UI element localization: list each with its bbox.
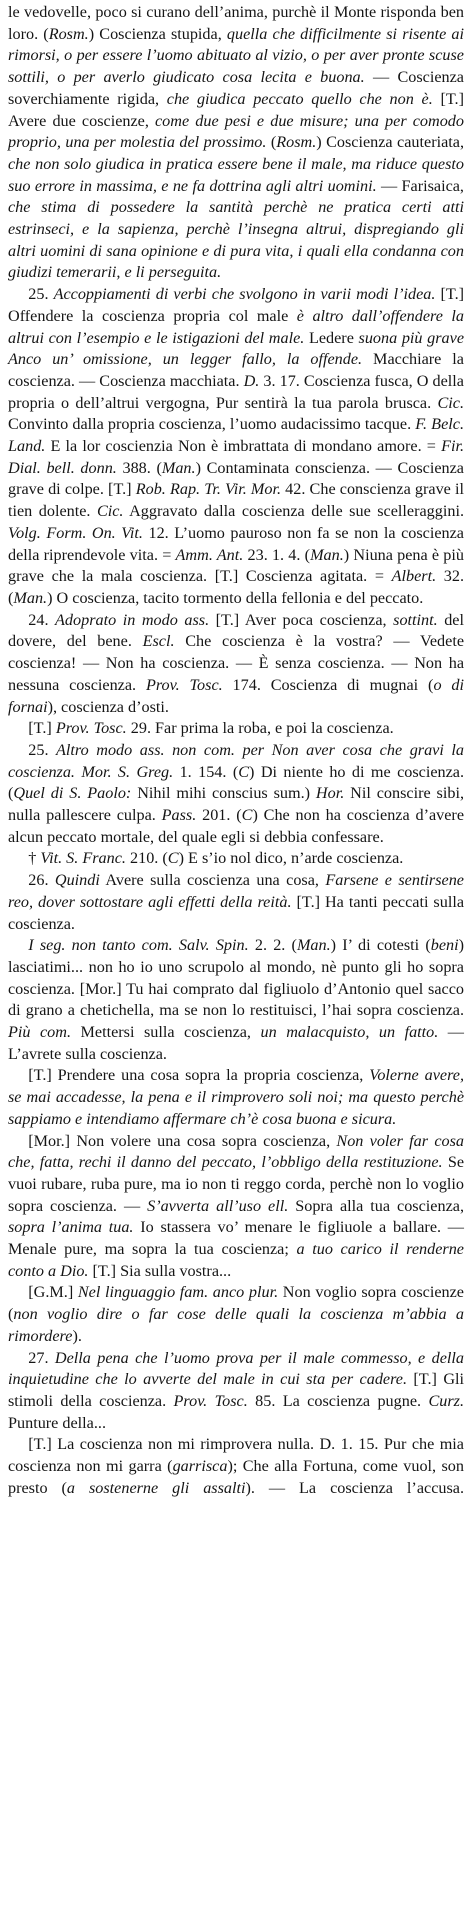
text-run: [T.] Aver poca coscienza, — [209, 610, 394, 629]
text-run: ) I’ di cotesti ( — [330, 936, 431, 955]
text-run: 12. L’uomo pauroso non fa se non la coscienza della riprendevole vita. = — [8, 523, 464, 564]
italic-text: Prov. Tosc. — [145, 675, 223, 694]
text-run: ). — La coscienza l’accusa. — [245, 1478, 465, 1497]
text-run: Se vuoi rubare, ruba pure, ma io non ti reggo corda, perchè non lo voglio sopra coscienza. — — [8, 1153, 465, 1215]
text-run: Mettersi sulla coscienza, — [71, 1023, 261, 1042]
text-run: ) Contaminata conscienza. — Coscienza grave di colpe. [T.] — [8, 458, 464, 499]
text-run: Sopra alla tua coscienza, — [288, 1196, 464, 1215]
text-run: — L’avrete sulla coscienza. — [8, 1023, 464, 1063]
text-run: [T.] — [28, 719, 56, 738]
text-run: 42. Che conscienza grave il tien dolente. — [8, 480, 464, 521]
text-run: ) Coscienza cauteriata, — [316, 133, 464, 152]
text-run: — Farisaica, — [376, 176, 464, 195]
italic-text: Volg. Form. On. Vit. — [8, 523, 143, 542]
text-run: [T.] Sia sulla vostra... — [88, 1261, 232, 1280]
text-run: 1. 154. ( — [173, 762, 239, 781]
italic-text: Man. — [310, 545, 344, 564]
italic-text: Adoprato in modo ass. — [55, 610, 210, 629]
italic-text: che giudica peccato quello che non è. — [166, 89, 433, 108]
text-run: ) Niuna pena è più grave che la mala coscienza. [T.] Coscienza agitata. = — [8, 545, 464, 586]
text-run: Convinto dalla propria coscienza, l’uomo audacissimo tacque. — [8, 415, 416, 434]
italic-text: o di fornai — [8, 675, 464, 716]
italic-text: Quindi — [54, 871, 100, 890]
text-run: ) O coscienza, tacito tormento della fellonia e del peccato. — [47, 588, 424, 607]
text-run: ) Coscienza stupida, — [88, 24, 227, 43]
italic-text: Prov. Tosc. — [55, 719, 127, 738]
entry-paragraph — [8, 935, 464, 1065]
italic-text: C — [167, 849, 179, 868]
italic-text: non voglio dire o far cose delle quali la coscienza m’abbia a rimordere — [8, 1305, 464, 1345]
italic-text: come due pesi e due misure; una per comodo proprio, una per molestia del prossimo. — [8, 111, 464, 152]
italic-text: Più com. — [8, 1023, 71, 1042]
italic-text: Anco un’ omissione, un legger fallo, la offende. — [8, 350, 363, 369]
dictionary-entry-text — [8, 2, 464, 1500]
italic-text: beni — [430, 936, 459, 955]
text-run: Non voglio sopra coscienze ( — [8, 1283, 464, 1324]
text-run: Punture della... — [8, 1413, 107, 1432]
text-run: ). — [72, 1326, 82, 1345]
text-run: 388. ( — [116, 458, 162, 477]
entry-paragraph — [8, 2, 464, 284]
italic-text: Non voler far cosa che, fatta, rechi il danno del peccato, l’obbligo della restituzione. — [8, 1131, 464, 1172]
italic-text: Altro modo ass. non com. per Non aver cosa che gravi la coscienza. — [8, 740, 465, 781]
entry-paragraph — [8, 870, 464, 935]
text-run: ), coscienza d’osti. — [47, 697, 169, 716]
italic-text: C — [241, 806, 253, 825]
italic-text: Curz. — [428, 1392, 464, 1410]
text-run: — Coscienza soverchiamente rigida, — [8, 68, 464, 108]
text-run: 32. ( — [8, 567, 464, 607]
text-run: 210. ( — [125, 849, 168, 868]
italic-text: Prov. Tosc. — [173, 1392, 248, 1410]
italic-text: suona più grave — [358, 328, 465, 347]
entry-paragraph — [8, 848, 464, 870]
italic-text: Hor. — [315, 784, 345, 803]
entry-paragraph — [8, 284, 464, 610]
italic-text: Nel linguaggio fam. anco plur. — [77, 1283, 279, 1302]
text-run: 25. — [28, 740, 57, 759]
text-run: 26. — [28, 871, 55, 890]
italic-text: che stima di possedere la santità perchè ne pratica certi atti estrinseci, e la sapienza, perchè l’insegna altrui, dispregiando gli altri uomini di sana opinione e di pura vita, i quali ella condanna con giudizi temerarii, e li perseguita. — [8, 198, 464, 282]
text-run: ) E s’io nol dico, n’arde coscienza. — [178, 849, 404, 868]
italic-text: D. — [243, 371, 260, 390]
italic-text: garrisca — [172, 1457, 228, 1476]
italic-text: Albert. — [391, 567, 437, 586]
entry-paragraph — [8, 740, 464, 849]
text-run: 23. 1. 4. ( — [243, 545, 311, 564]
text-run: [T.] La coscienza non mi rimprovera nulla. D. 1. 15. Pur che mia coscienza non mi garra ( — [8, 1435, 464, 1476]
text-run: Nihil mihi conscius sum.) — [131, 784, 316, 803]
italic-text: Rob. Rap. Tr. Vir. Mor. — [135, 480, 282, 499]
text-run: del dovere, del bene. — [8, 610, 464, 651]
text-run: 174. Coscienza di mugnai ( — [222, 675, 434, 694]
text-run: Io stassera vo’ menare le figliuole a ballare. — Menale pure, ma sopra la tua coscienza; — [8, 1218, 464, 1259]
text-run: Avere sulla coscienza una cosa, — [99, 871, 326, 890]
entry-paragraph — [8, 610, 464, 719]
text-run: [T.] Offendere la coscienza propria col male — [8, 285, 465, 325]
text-run: 2. 2. ( — [248, 936, 297, 955]
text-run: ( — [266, 133, 277, 152]
entry-paragraph — [8, 1282, 464, 1347]
text-run: [T.] Avere due coscienze, — [8, 89, 464, 130]
italic-text: Amm. Ant. — [175, 545, 244, 564]
italic-text: Fir. Dial. bell. donn. — [8, 437, 464, 477]
text-run: ) lasciatimi... non ho io uno scrupolo al mondo, nè punto gli ho sopra coscienza. [Mor.] Tu hai comprato dal figliuolo d’Antonio quel sacco di grano a chetichella, ma se non lo restituisci, l’hai sopra coscienza. — [8, 936, 464, 1020]
text-run: [Mor.] Non volere una cosa sopra coscienza, — [28, 1131, 337, 1150]
italic-text: che non solo giudica in pratica essere bene il male, ma riduce questo suo errore in massima, e ne fa dottrina agli altri uomini. — [8, 154, 464, 195]
entry-paragraph — [8, 1065, 464, 1130]
text-run: E la lor coscienzia Non è imbrattata di mondano amore. = — [45, 437, 442, 456]
italic-text: Farsene e sentirsene reo, dover sottostare agli effetti della reità. — [8, 871, 464, 911]
text-run: ); Che alla Fortuna, come vuol, son presto ( — [8, 1457, 464, 1497]
text-run: Macchiare la coscienza. — Coscienza macchiata. — [8, 350, 464, 390]
italic-text: Man. — [13, 588, 48, 607]
text-run: 85. La coscienza pugne. — [247, 1392, 429, 1410]
italic-text: a sostenerne gli assalti — [66, 1478, 246, 1497]
italic-text: Quel di S. Paolo: — [13, 784, 132, 803]
text-run: 24. — [28, 610, 56, 629]
italic-text: sottint. — [393, 610, 438, 629]
text-run: le vedovelle, poco si curano dell’anima, purchè il Monte risponda ben loro. ( — [8, 3, 464, 43]
text-run: ) Di niente ho di me coscienza. ( — [8, 762, 465, 803]
text-run: ) Che non ha coscienza d’avere alcun peccato mortale, del quale egli si debbia confessare. — [8, 806, 465, 846]
italic-text: Man. — [296, 936, 331, 955]
italic-text: Vit. S. Franc. — [40, 849, 126, 868]
italic-text: Della pena che l’uomo prova per il male commesso, e della inquietudine che lo avverte del male in cui sta per cadere. — [8, 1348, 465, 1389]
italic-text: C — [238, 762, 250, 781]
italic-text: Man. — [161, 458, 196, 477]
italic-text: I seg. non tanto com. Salv. Spin. — [28, 936, 249, 955]
italic-text: Cic. — [437, 393, 464, 412]
text-run: 3. 17. Coscienza fusca, O della propria o dell’altrui vergogna, Pur sentirà la tua parola brusca. — [8, 371, 464, 412]
text-run: [G.M.] — [28, 1283, 78, 1302]
italic-text: quella che difficilmente si risente ai rimorsi, o per essere l’uomo abituato al vizio, o per aver pronte scuse sottili, o per averlo giudicato cosa lecita e buona. — [8, 24, 465, 87]
entry-paragraph — [8, 1348, 464, 1435]
italic-text: F. Belc. Land. — [8, 415, 464, 456]
text-run: † — [28, 849, 41, 868]
italic-text: Rosm. — [48, 24, 89, 43]
italic-text: a tuo carico il renderne conto a Dio. — [8, 1240, 464, 1280]
italic-text: Volerne avere, se mai accadesse, la pena e il rimprovero soli noi; ma questo perchè sappiamo e intendiamo affermare ch’è cosa buona e sicura. — [8, 1066, 464, 1128]
text-run: [T.] Prendere una cosa sopra la propria coscienza, — [28, 1066, 370, 1085]
entry-paragraph — [8, 1131, 464, 1283]
text-run: Aggravato dalla coscienza delle sue scelleraggini. — [123, 502, 464, 521]
text-run: 27. — [28, 1348, 55, 1367]
italic-text: sopra l’anima tua. — [8, 1218, 134, 1237]
text-run: [T.] Ha tanti peccati sulla coscienza. — [8, 892, 465, 933]
italic-text: è altro dall’offendere la altrui con l’esempio e le istigazioni del male. — [8, 306, 464, 347]
text-run: 201. ( — [196, 806, 242, 825]
text-run: Che coscienza è la vostra? — Vedete coscienza! — Non ha coscienza. — È senza coscienza. — Non ha nessuna coscienza. — [8, 632, 465, 694]
text-run: 25. — [28, 285, 54, 304]
italic-text: Cic. — [96, 502, 124, 521]
text-run: Nil conscire sibi, nulla pallescere culpa. — [8, 784, 464, 825]
text-run: 29. Far prima la roba, e poi la coscienza. — [126, 719, 394, 738]
italic-text: Escl. — [142, 632, 175, 651]
italic-text: Accoppiamenti di verbi che svolgono in varii modi l’idea. — [53, 285, 436, 304]
text-run: Ledere — [304, 328, 359, 347]
entry-paragraph — [8, 718, 464, 740]
italic-text: S’avverta all’uso ell. — [147, 1196, 289, 1215]
italic-text: un malacquisto, un fatto. — [260, 1023, 439, 1042]
entry-paragraph — [8, 1434, 464, 1499]
text-run: [T.] Gli stimoli della coscienza. — [8, 1370, 465, 1410]
italic-text: Rosm. — [276, 133, 317, 152]
italic-text: Mor. S. Greg. — [81, 762, 174, 781]
italic-text: Pass. — [161, 806, 197, 825]
